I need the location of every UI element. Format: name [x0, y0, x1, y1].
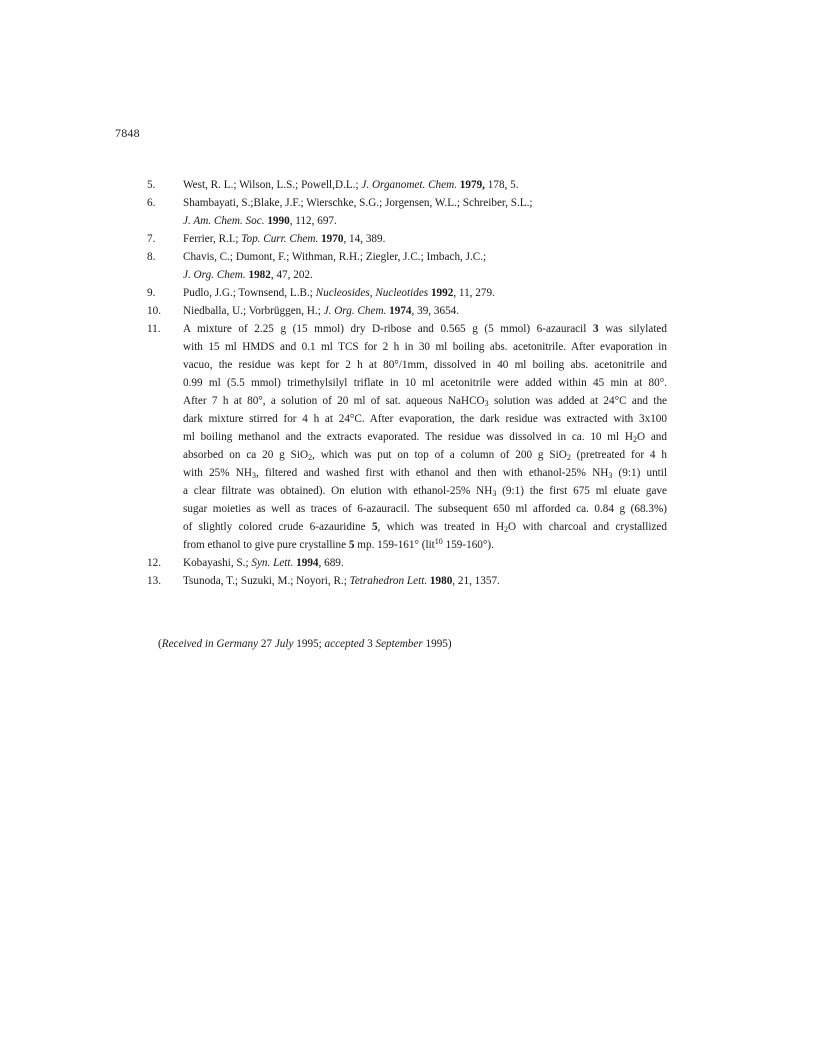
- text-run: , which was treated in H: [377, 521, 505, 533]
- text-run: Shambayati, S.;Blake, J.F.; Wierschke, S.G.; Jorgensen, W.L.; Schreiber, S.L.;: [183, 197, 533, 209]
- text-run: with 15 ml HMDS and 0.1 ml TCS for 2 h in 30 ml boiling abs. acetonitrile. After evaporation in: [183, 341, 667, 353]
- received-year: 1995;: [293, 638, 325, 650]
- text-run: After 7 h at 80°, a solution of 20 ml of sat. aqueous NaHCO: [183, 395, 485, 407]
- text-run: 159-160°).: [442, 539, 494, 551]
- bold-text: 1992: [430, 287, 454, 299]
- received-label: Received in Germany: [161, 638, 259, 650]
- text-run: of slightly colored crude 6-azauridine: [183, 521, 372, 533]
- text-run: dark mixture stirred for 4 h at 24°C. After evaporation, the dark residue was extracted with 3x100: [183, 413, 667, 425]
- reference-line: [183, 500, 667, 518]
- reference-line: [183, 392, 667, 410]
- reference-line: [183, 284, 667, 302]
- reference-text: [183, 554, 667, 572]
- script-text: 3: [608, 471, 613, 480]
- reference-item: [147, 176, 667, 194]
- reference-number: 10.: [147, 305, 161, 317]
- text-run: West, R. L.; Wilson, L.S.; Powell,D.L.;: [183, 179, 362, 191]
- bold-text: 1990: [267, 215, 290, 227]
- text-run: , which was put on top of a column of 200 g SiO: [312, 449, 567, 461]
- reference-item: [147, 572, 667, 590]
- reference-item: [147, 248, 667, 284]
- journal-name: J. Org. Chem.: [323, 305, 387, 317]
- reference-item: [147, 320, 667, 554]
- bold-text: 1970: [321, 233, 344, 245]
- text-run: Ferrier, R.I.;: [183, 233, 242, 245]
- accepted-year: 1995): [422, 638, 452, 650]
- reference-number: 6.: [147, 197, 156, 209]
- page-number: 7848: [115, 126, 140, 140]
- journal-name: Syn. Lett.: [251, 557, 294, 569]
- text-run: mp. 159-161° (lit: [354, 539, 435, 551]
- reference-text: [183, 176, 667, 194]
- bold-text: 1979,: [459, 179, 485, 191]
- reference-line: [183, 446, 667, 464]
- script-text: 2: [632, 435, 637, 444]
- text-run: from ethanol to give pure crystalline: [183, 539, 349, 551]
- bold-text: 5: [348, 539, 355, 551]
- reference-text: [183, 248, 667, 284]
- script-text: 3: [492, 489, 497, 498]
- bold-text: 3: [592, 323, 599, 335]
- text-run: (9:1) until: [612, 467, 668, 479]
- reference-line: [183, 212, 667, 230]
- bold-text: 1982: [248, 269, 271, 281]
- reference-number: 5.: [147, 179, 156, 191]
- received-day: 27: [258, 638, 275, 650]
- reference-list: [147, 176, 667, 590]
- script-text: 2: [566, 453, 571, 462]
- reference-text: [183, 194, 667, 230]
- received-month: July: [274, 638, 294, 650]
- journal-name: Tetrahedron Lett.: [349, 575, 428, 587]
- reference-item: [147, 284, 667, 302]
- reference-number: 13.: [147, 575, 161, 587]
- reference-number: 9.: [147, 287, 156, 299]
- script-text: 3: [251, 471, 256, 480]
- text-run: , 21, 1357.: [452, 575, 500, 587]
- text-run: Chavis, C.; Dumont, F.; Withman, R.H.; Ziegler, J.C.; Imbach, J.C.;: [183, 251, 487, 263]
- text-run: vacuo, the residue was kept for 2 h at 80°/1mm, dissolved in 40 ml boiling abs. acetonitrile and: [183, 359, 667, 371]
- journal-name: Top. Curr. Chem.: [241, 233, 319, 245]
- text-run: absorbed on ca 20 g SiO: [183, 449, 309, 461]
- reference-line: [183, 410, 667, 428]
- reference-line: [183, 518, 667, 536]
- reference-line: [183, 572, 667, 590]
- reference-line: [183, 482, 667, 500]
- text-run: , 39, 3654.: [411, 305, 460, 317]
- journal-name: J. Org. Chem.: [183, 269, 246, 281]
- text-run: with 25% NH: [183, 467, 252, 479]
- reference-text: [183, 230, 667, 248]
- accepted-month: September: [375, 638, 423, 650]
- text-run: O with charcoal and crystallized: [508, 521, 667, 533]
- journal-name: Nucleosides, Nucleotides: [315, 287, 429, 299]
- text-run: , filtered and washed first with ethanol and then with ethanol-25% NH: [255, 467, 609, 479]
- accepted-label: accepted: [324, 638, 365, 650]
- reference-item: [147, 194, 667, 230]
- journal-name: J. Am. Chem. Soc.: [183, 215, 265, 227]
- bold-text: 1994: [296, 557, 319, 569]
- text-run: sugar moieties as well as traces of 6-azauracil. The subsequent 650 ml afforded ca. 0.84 g (68.3%): [183, 503, 667, 515]
- text-run: , 47, 202.: [270, 269, 313, 281]
- reference-number: 11.: [147, 323, 161, 335]
- reference-line: [183, 302, 667, 320]
- reference-line: [183, 320, 667, 338]
- script-text: 3: [484, 399, 489, 408]
- reference-number: 8.: [147, 251, 156, 263]
- text-run: Niedballa, U.; Vorbrüggen, H.;: [183, 305, 324, 317]
- reference-line: [183, 428, 667, 446]
- reference-line: [183, 356, 667, 374]
- reference-line: [183, 374, 667, 392]
- reference-line: [183, 248, 667, 266]
- script-text: 2: [308, 453, 313, 462]
- reference-text: [183, 284, 667, 302]
- text-run: Kobayashi, S.;: [183, 557, 252, 569]
- bold-text: 1980: [429, 575, 453, 587]
- text-run: solution was added at 24°C and the: [488, 395, 668, 407]
- reference-line: [183, 464, 667, 482]
- script-text: 10: [434, 537, 443, 546]
- accepted-day: 3: [364, 638, 376, 650]
- reference-line: [183, 194, 667, 212]
- text-run: , 14, 389.: [343, 233, 386, 245]
- text-run: Tsunoda, T.; Suzuki, M.; Noyori, R.;: [183, 575, 350, 587]
- footer-open-paren: (: [158, 638, 162, 650]
- text-run: Pudlo, J.G.; Townsend, L.B.;: [183, 287, 316, 299]
- reference-text: [183, 320, 667, 554]
- text-run: A mixture of 2.25 g (15 mmol) dry D-ribose and 0.565 g (5 mmol) 6-azauracil: [183, 323, 593, 335]
- text-run: ml boiling methanol and the extracts evaporated. The residue was dissolved in ca. 10 ml H: [183, 431, 633, 443]
- text-run: , 112, 697.: [289, 215, 337, 227]
- reference-number: 12.: [147, 557, 161, 569]
- reference-line: [183, 338, 667, 356]
- reference-line: [183, 176, 667, 194]
- text-run: (pretreated for 4 h: [570, 449, 667, 461]
- reference-item: [147, 302, 667, 320]
- text-run: , 689.: [318, 557, 344, 569]
- reference-text: [183, 572, 667, 590]
- bold-text: 5: [371, 521, 378, 533]
- reference-number: 7.: [147, 233, 156, 245]
- text-run: a clear filtrate was obtained). On elution with ethanol-25% NH: [183, 485, 493, 497]
- reference-line: [183, 554, 667, 572]
- reference-line: [183, 230, 667, 248]
- text-run: 178, 5.: [484, 179, 519, 191]
- received-accepted-note: [158, 638, 452, 650]
- script-text: 2: [504, 525, 509, 534]
- journal-name: J. Organomet. Chem.: [361, 179, 457, 191]
- text-run: (9:1) the first 675 ml eluate gave: [496, 485, 667, 497]
- text-run: 0.99 ml (5.5 mmol) trimethylsilyl triflate in 10 ml acetonitrile were added within 45 min at 80°.: [183, 377, 667, 389]
- reference-text: [183, 302, 667, 320]
- text-run: was silylated: [598, 323, 667, 335]
- reference-item: [147, 230, 667, 248]
- bold-text: 1974: [389, 305, 412, 317]
- reference-line: [183, 536, 667, 554]
- text-run: , 11, 279.: [453, 287, 495, 299]
- text-run: O and: [636, 431, 667, 443]
- reference-item: [147, 554, 667, 572]
- reference-line: [183, 266, 667, 284]
